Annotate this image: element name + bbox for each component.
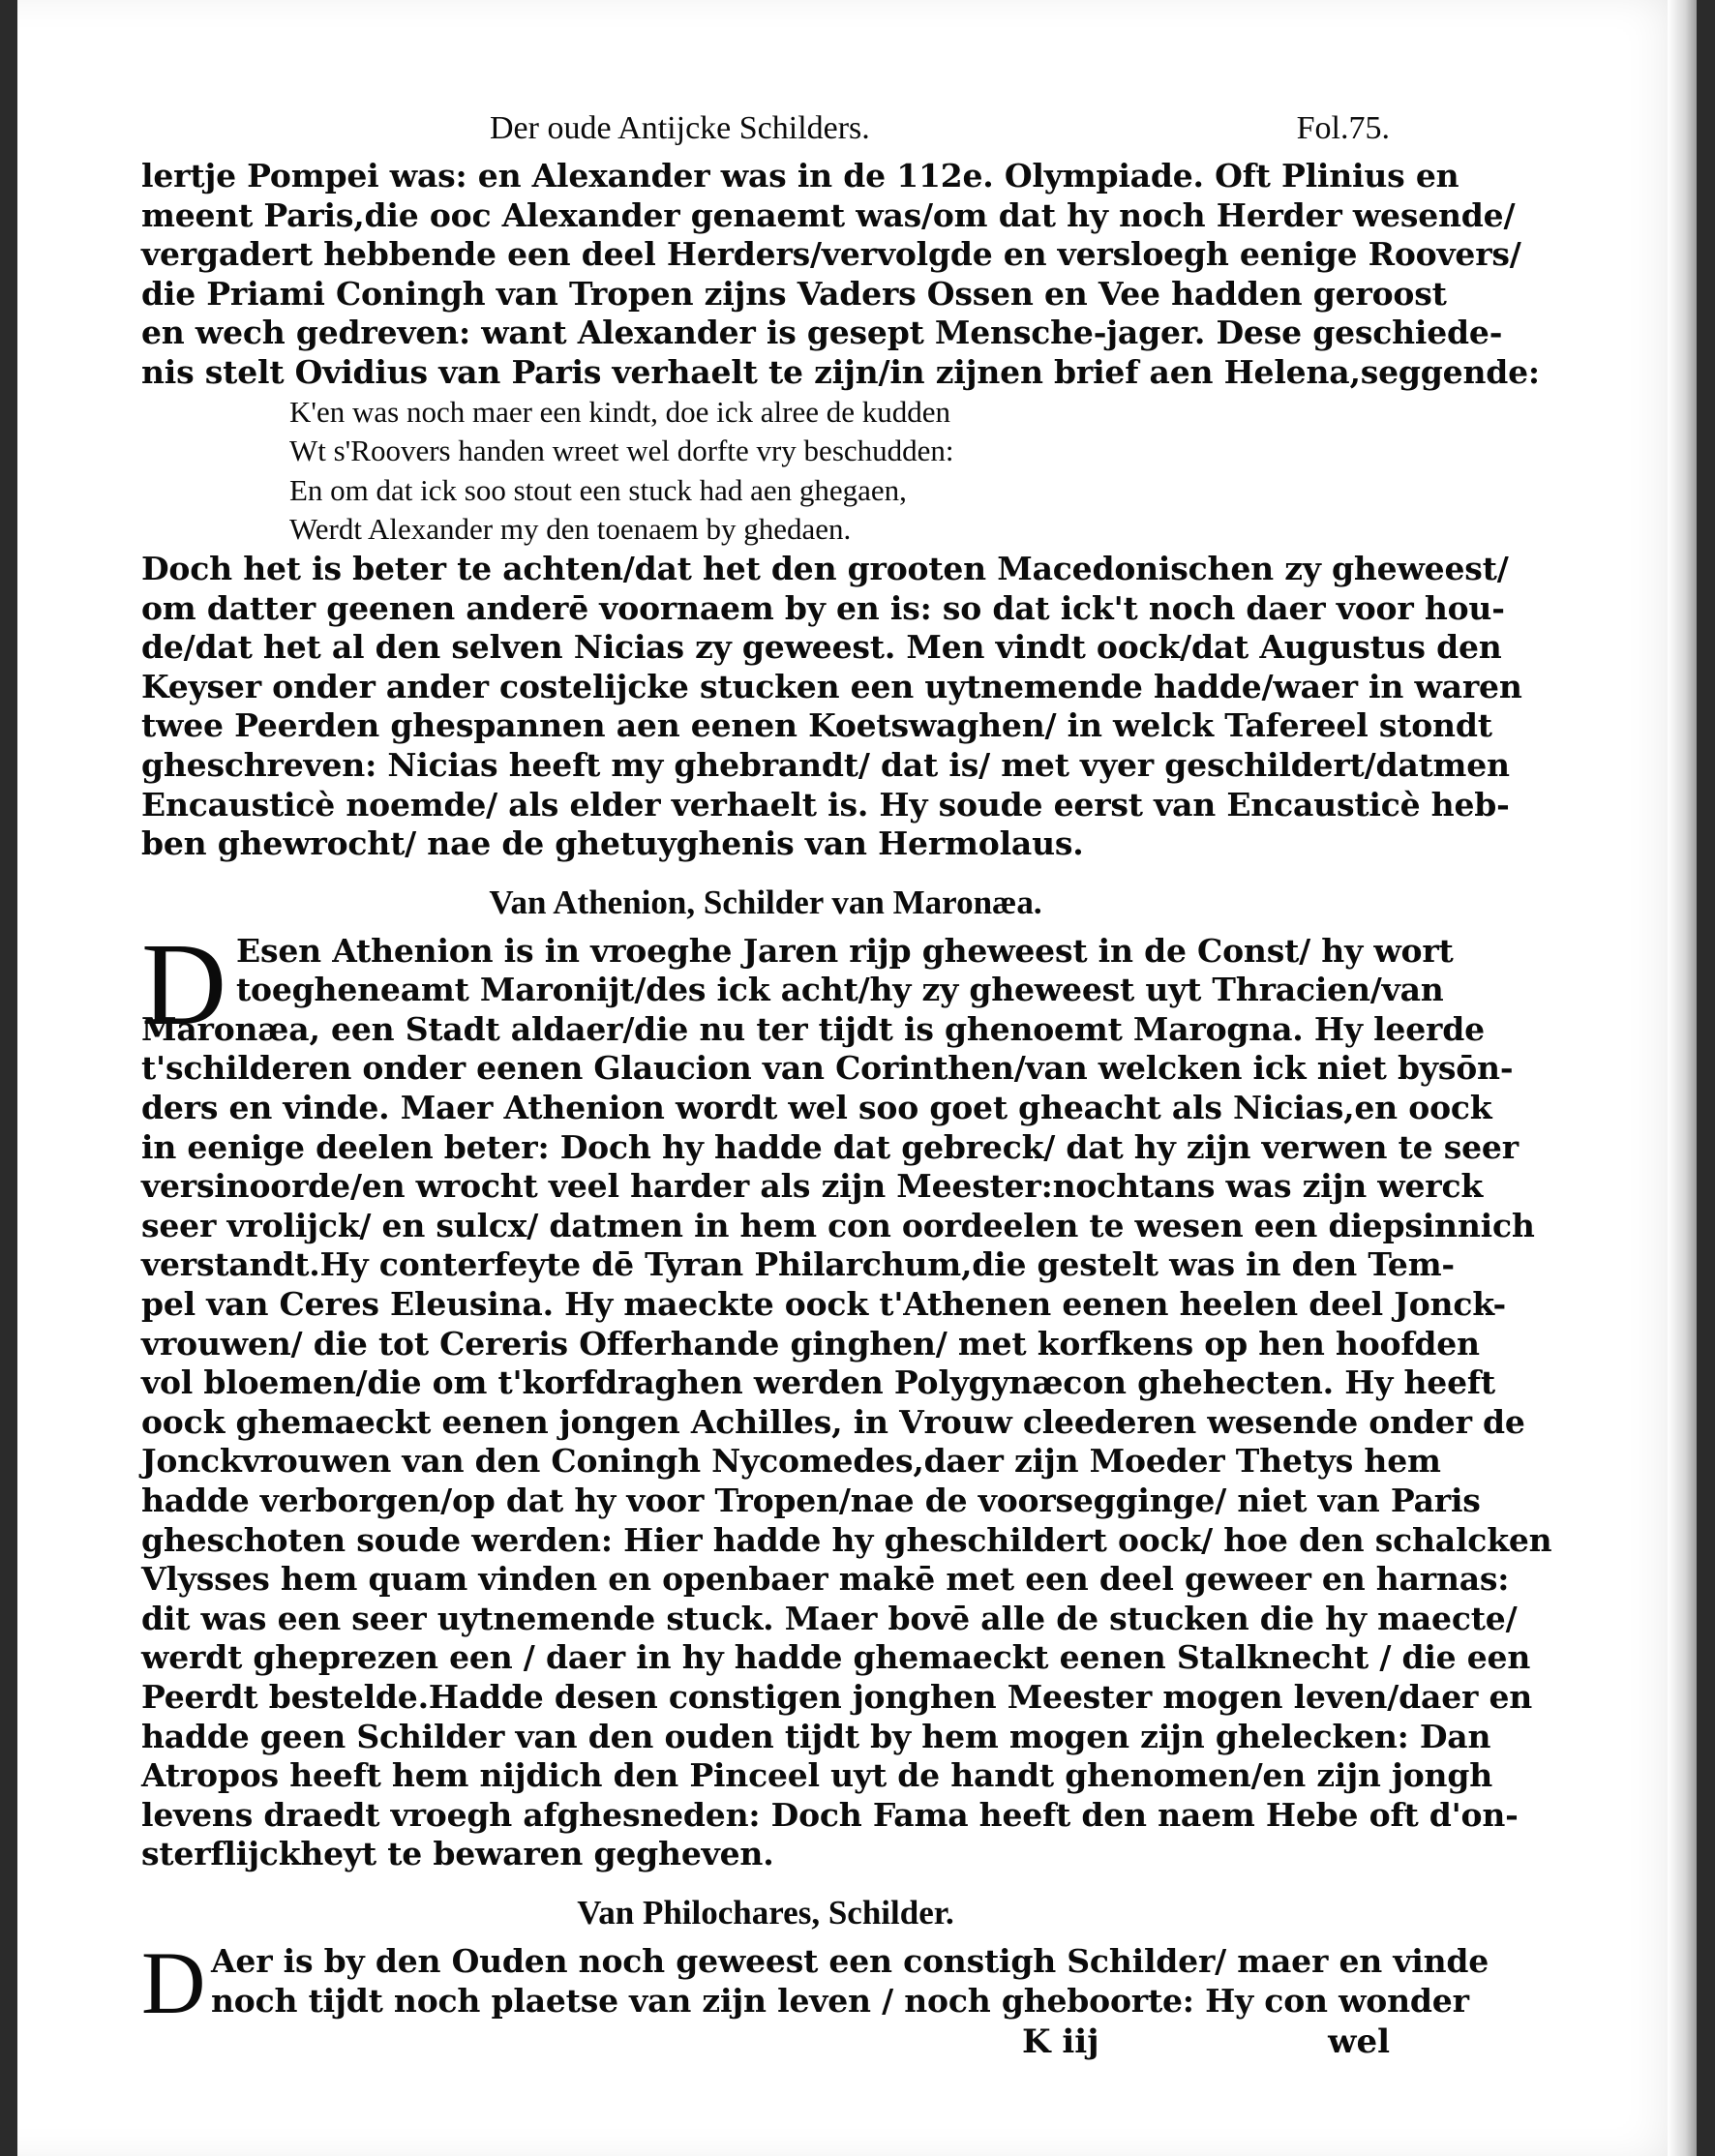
signature-mark: K iij [1022,2022,1099,2062]
text-line: noch tijdt noch plaetse van zijn leven / noch gheboorte: Hy con wonder [211,1981,1469,2020]
text-line: Peerdt bestelde.Hadde desen constigen jonghen Meester mogen leven/daer en [141,1677,1533,1716]
text-line: versinoorde/en wrocht veel harder als zijn Meester:nochtans was zijn werck [141,1167,1484,1206]
text-line: Doch het is beter te achten/dat het den grooten Macedonischen zy gheweest/ [141,549,1509,587]
page-footer [141,2021,1390,2063]
page-content [141,110,1552,2063]
text-line: seer vrolijck/ en sulcx/ datmen in hem con oordeelen te wesen een diepsinnich [141,1206,1535,1244]
page-edge-shadow [1668,0,1697,2156]
text-line: die Priami Coningh van Tropen zijns Vaders Ossen en Vee hadden geroost [141,274,1447,313]
text-line: en wech gedreven: want Alexander is gesept Mensche-jager. Dese geschiede- [141,314,1503,352]
text-line: hadde verborgen/op dat hy voor Tropen/nae de voorsegginge/ niet van Paris [141,1482,1481,1519]
folio-number: Fol.75. [1296,110,1390,146]
paragraph-2 [141,549,1522,864]
text-line: sterflijckheyt te bewaren gegheven. [141,1835,774,1873]
running-header [141,110,1390,157]
verse-quote [141,393,1390,550]
text-line: oock ghemaeckt eenen jongen Achilles, in Vrouw cleederen wesende onder de [141,1402,1525,1441]
text-line: Esen Athenion is in vroeghe Jaren rijp gheweest in de Const/ hy wort [236,931,1454,970]
text-line: ben ghewrocht/ nae de ghetuyghenis van Hermolaus. [141,824,1084,863]
text-line: lertje Pompei was: en Alexander was in de 112e. Olympiade. Oft Plinius en [141,157,1459,195]
text-line: vol bloemen/die om t'korfdraghen werden Polygynæcon ghehecten. Hy heeft [141,1363,1495,1402]
paragraph-athenion [141,918,1552,1874]
text-line: dit was een seer uytnemende stuck. Maer bovē alle de stucken die hy maecte/ [141,1599,1518,1637]
text-line: Vlysses hem quam vinden en openbaer makē met een deel geweer en harnas: [141,1560,1510,1599]
text-line: vergadert hebbende een deel Herders/vervolgde en versloegh eenige Roovers/ [141,235,1521,274]
paragraph-philochares [141,1932,1489,2032]
paragraph-1 [141,157,1540,393]
text-line: hadde geen Schilder van den ouden tijdt by hem mogen zijn ghelecken: Dan [141,1717,1491,1755]
book-page [17,0,1697,2156]
text-line: Jonckvrouwen van den Coningh Nycomedes,daer zijn Moeder Thetys hem [141,1442,1441,1481]
section-heading-philochares: Van Philochares, Schilder. [577,1893,954,1931]
text-line: in eenige deelen beter: Doch hy hadde dat gebreck/ dat hy zijn verwen te seer [141,1127,1519,1166]
text-line: toegheneamt Maronijt/des ick acht/hy zy gheweest uyt Thracien/van [236,971,1444,1009]
text-line: Maronæa, een Stadt aldaer/die nu ter tijdt is ghenoemt Marogna. Hy leerde [141,1009,1485,1048]
running-title: Der oude Antijcke Schilders. [490,110,870,146]
verse-line: En om dat ick soo stout een stuck had aen ghegaen, [289,472,907,507]
verse-line: K'en was noch maer een kindt, doe ick alree de kudden [289,394,951,429]
text-line: Encausticè noemde/ als elder verhaelt is. Hy soude eerst van Encausticè heb- [141,785,1510,823]
drop-cap: D [141,1932,206,2032]
text-line: Atropos heeft hem nijdich den Pinceel uyt de handt ghenomen/en zijn jongh [141,1756,1493,1795]
section-heading-athenion: Van Athenion, Schilder van Maronæa. [489,883,1042,921]
text-line: werdt gheprezen een / daer in hy hadde ghemaeckt eenen Stalknecht / die een [141,1638,1531,1677]
catchword: wel [1328,2022,1390,2062]
text-line: Aer is by den Ouden noch geweest een constigh Schilder/ maer en vinde [211,1941,1489,1980]
text-line: Keyser onder ander costelijcke stucken een uytnemende hadde/waer in waren [141,667,1522,705]
text-line: verstandt.Hy conterfeyte dē Tyran Philarchum,die gestelt was in den Tem- [141,1245,1455,1284]
text-line: vrouwen/ die tot Cereris Offerhande ginghen/ met korfkens op hen hoofden [141,1324,1480,1362]
drop-cap: D [141,918,227,1050]
text-line: om datter geenen anderē voornaem by en is: so dat ick't noch daer voor hou- [141,588,1505,627]
text-line: pel van Ceres Eleusina. Hy maeckte oock t'Athenen eenen heelen deel Jonck- [141,1285,1507,1324]
text-line: meent Paris,die ooc Alexander genaemt was/om dat hy noch Herder wesende/ [141,195,1516,234]
text-line: nis stelt Ovidius van Paris verhaelt te zijn/in zijnen brief aen Helena,seggende: [141,352,1540,391]
text-line: gheschoten soude werden: Hier hadde hy gheschildert oock/ hoe den schalcken [141,1520,1552,1559]
verse-line: Werdt Alexander my den toenaem by ghedaen. [289,512,852,547]
text-line: de/dat het al den selven Nicias zy geweest. Men vindt oock/dat Augustus den [141,628,1502,667]
verse-line: Wt s'Roovers handen wreet wel dorfte vry beschudden: [289,434,954,468]
text-line: ders en vinde. Maer Athenion wordt wel soo goet gheacht als Nicias,en oock [141,1089,1492,1127]
text-line: levens draedt vroegh afghesneden: Doch Fama heeft den naem Hebe oft d'on- [141,1795,1519,1834]
text-line: twee Peerden ghespannen aen eenen Koetswaghen/ in welck Tafereel stondt [141,706,1492,745]
text-line: gheschreven: Nicias heeft my ghebrandt/ dat is/ met vyer geschildert/datmen [141,745,1510,784]
text-line: t'schilderen onder eenen Glaucion van Corinthen/van welcken ick niet bysōn- [141,1049,1514,1088]
